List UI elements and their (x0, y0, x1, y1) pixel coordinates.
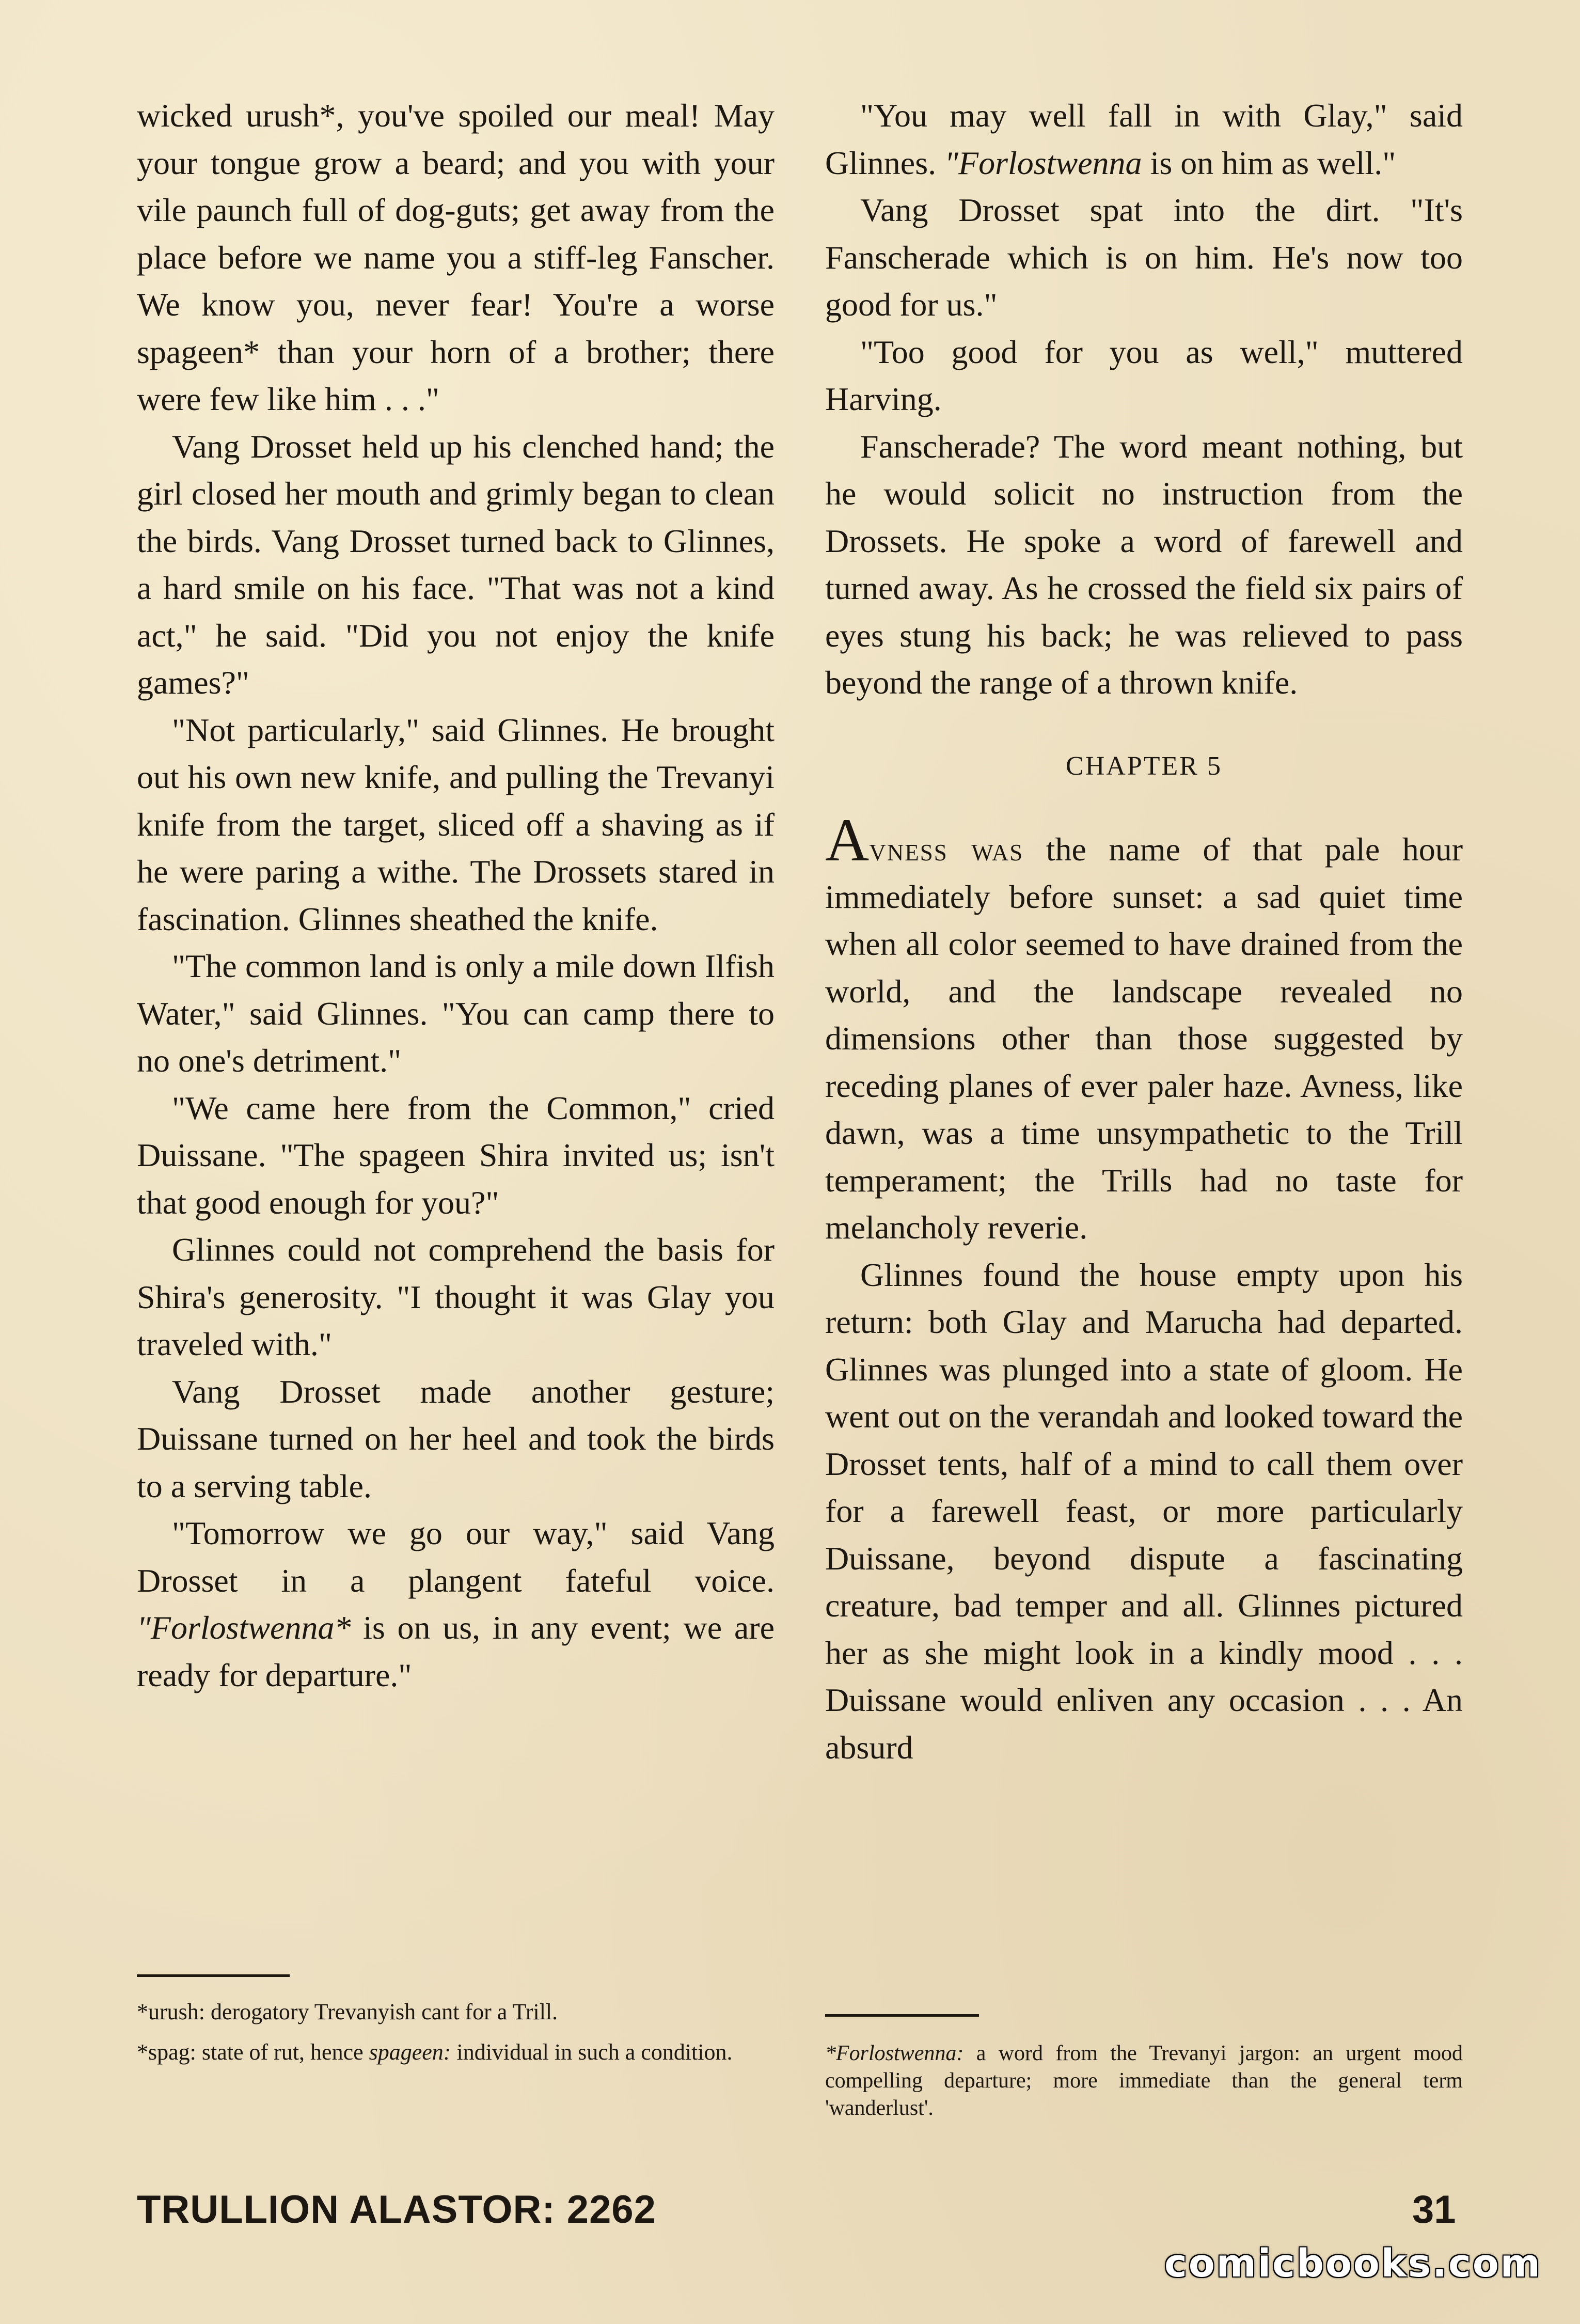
paragraph (137, 1510, 775, 1699)
paragraph: Vang Drosset spat into the dirt. "It's Fanscherade which is on him. He's now too good for us." (825, 192, 1463, 323)
footnote-rule (137, 1974, 290, 1977)
watermark: comicbooks.com (1164, 2241, 1542, 2286)
paragraph: Glinnes could not comprehend the basis for Shira's generosity. "I thought it was Glay you traveled with." (137, 1231, 775, 1362)
small-caps-lead: vness was (869, 831, 1024, 868)
left-text-column (137, 92, 775, 1699)
chapter-opening-paragraph (825, 806, 1463, 1251)
running-footer-title: TRULLION ALASTOR: 2262 (137, 2188, 656, 2232)
paragraph: Vang Drosset made another gesture; Duissane turned on her heel and took the birds to a serving table. (137, 1373, 775, 1504)
paragraph: "Too good for you as well," muttered Harving. (825, 333, 1463, 417)
paragraph: "We came here from the Common," cried Duissane. "The spageen Shira invited us; isn't that good enough for you?" (137, 1089, 775, 1221)
text-run: is on him as well." (1142, 144, 1396, 181)
italic-term: spageen: (369, 2039, 451, 2065)
text-run: individual in such a condition. (451, 2039, 733, 2065)
paragraph: Vang Drosset held up his clenched hand; the girl closed her mouth and grimly began to clean the birds. Vang Drosset turned back to Glinnes, a hard smile on his face. "That was not a kind act," he said. "Did you not enjoy the knife games?" (137, 428, 775, 701)
italic-term: *Forlostwenna: (825, 2042, 964, 2065)
paragraph: wicked urush*, you've spoiled our meal! May your tongue grow a beard; and you with your vile paunch full of dog-guts; get away from the place before we name you a stiff-leg Fanscher. We know you, never fear! You're a worse spageen* than your horn of a brother; there were few like him . . ." (137, 97, 775, 417)
drop-cap: A (825, 806, 870, 874)
footnote-spag (137, 2038, 775, 2067)
paragraph: "The common land is only a mile down Ilfish Water," said Glinnes. "You can camp there to no one's detriment." (137, 948, 775, 1079)
text-run: is on us, in any event; we are ready for departure." (137, 1609, 775, 1693)
italic-term: "Forlostwenna (944, 144, 1142, 181)
italic-term: "Forlostwenna* (137, 1609, 351, 1646)
right-footnotes (825, 2040, 1463, 2122)
paragraph: Fanscherade? The word meant nothing, but he would solicit no instruction from the Drossets. He spoke a word of farewell and turned away. As he crossed the field six pairs of eyes stung his back; he was relieved to pass beyond the range of a thrown knife. (825, 428, 1463, 701)
paragraph: "Not particularly," said Glinnes. He brought out his own new knife, and pulling the Trevanyi knife from the target, sliced off a shaving as if he were paring a withe. The Drossets stared in fascination. Glinnes sheathed the knife. (137, 711, 775, 937)
chapter-heading: CHAPTER 5 (1066, 751, 1222, 781)
footnote-rule (825, 2014, 979, 2017)
right-text-column (825, 92, 1463, 1771)
left-footnotes (137, 1998, 775, 2067)
text-run: a word from the Trevanyi jargon: an urgent mood compelling departure; more immediate than the general term 'wanderlust'. (825, 2042, 1463, 2120)
text-run: the name of that pale hour immediately before sunset: a sad quiet time when all color seemed to have drained from the world, and the landscape revealed no dimensions other than those suggested by receding planes of ever paler haze. Avness, like dawn, was a time unsympathetic to the Trill temperament; the Trills had no taste for melancholy reverie. (825, 831, 1463, 1246)
paragraph: Glinnes found the house empty upon his return: both Glay and Marucha had departed. Glinnes was plunged into a state of gloom. He went out on the verandah and looked toward the Drosset tents, half of a mind to call them over for a farewell feast, or more particularly Duissane, beyond dispute a fascinating creature, bad temper and all. Glinnes pictured her as she might look in a kindly mood . . . Duissane would enliven any occasion . . . An absurd (825, 1256, 1463, 1766)
text-run: "Tomorrow we go our way," said Vang Drosset in a plangent fateful voice. (137, 1515, 775, 1599)
footnote-urush: *urush: derogatory Trevanyish cant for a Trill. (137, 1999, 558, 2024)
text-run: "You may well fall in with Glay," said Glinnes. (825, 97, 1463, 181)
page-number: 31 (1412, 2188, 1456, 2232)
text-run: *spag: state of rut, hence (137, 2039, 369, 2065)
footnote-forlostwenna (825, 2040, 1463, 2122)
paragraph (825, 92, 1463, 186)
